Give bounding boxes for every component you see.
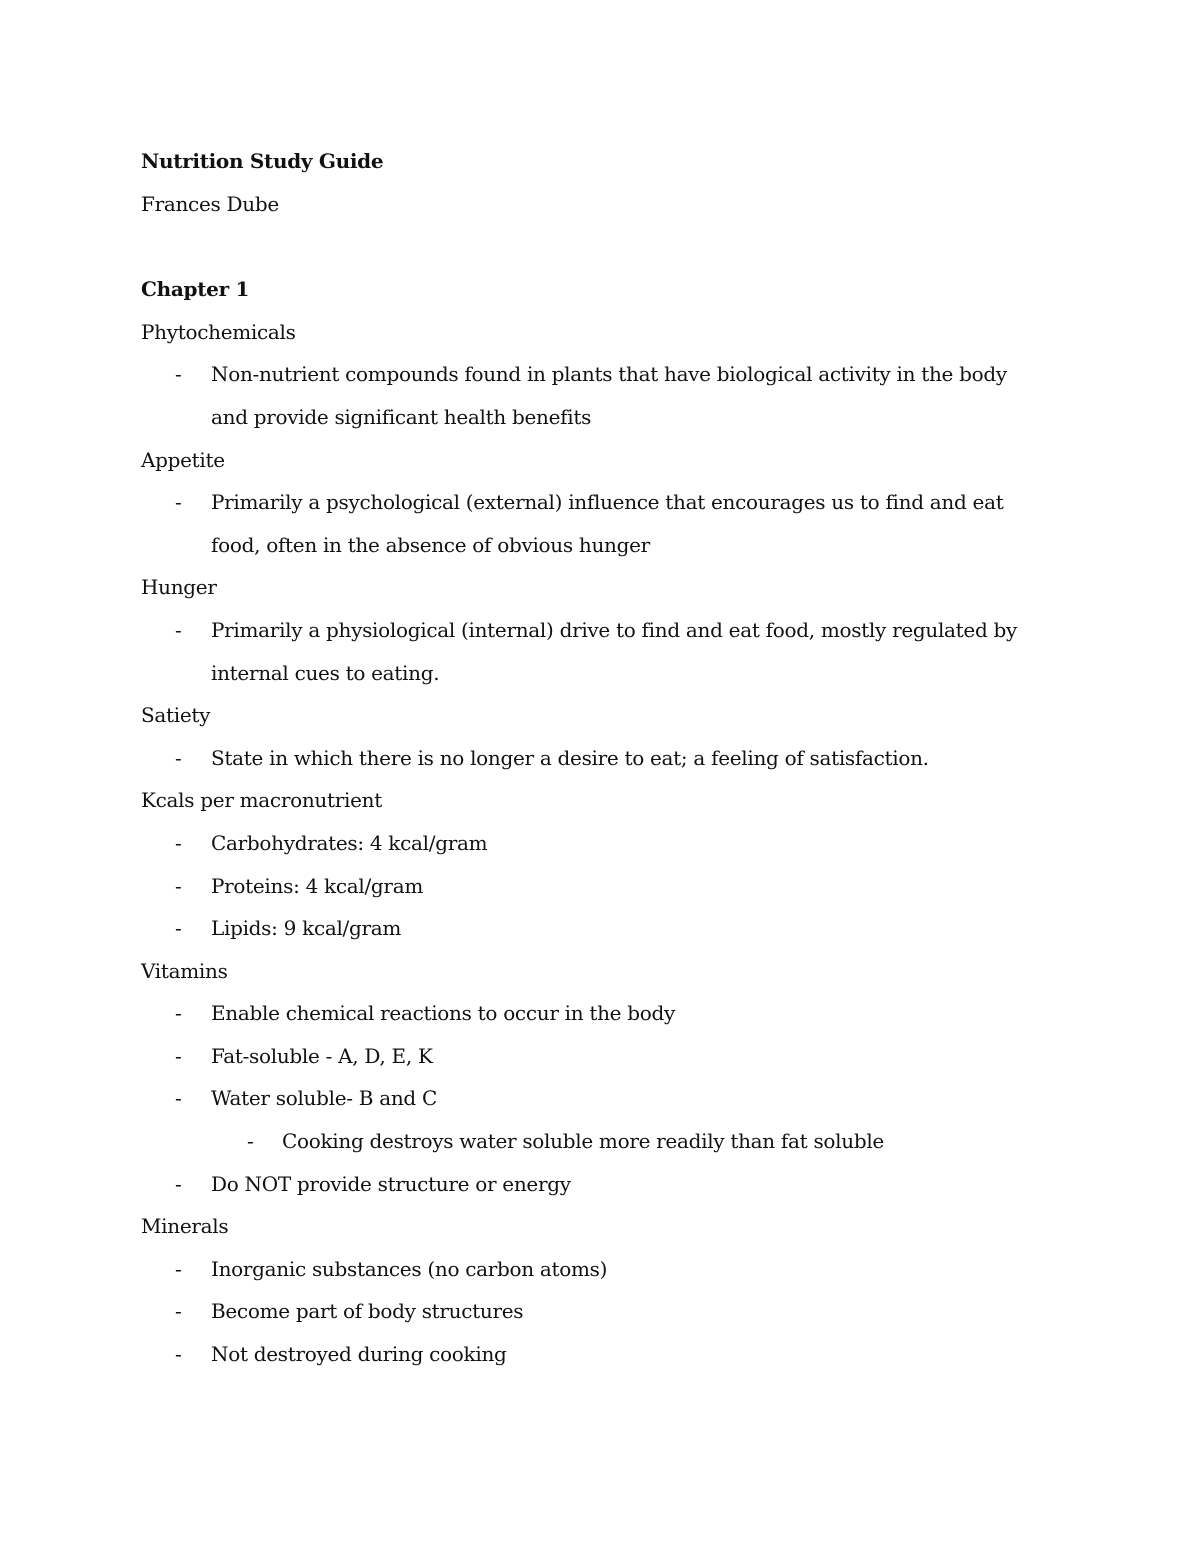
bullet-text: Enable chemical reactions to occur in the body [211, 1001, 676, 1026]
term-list [141, 311, 1061, 1376]
bullet-text: Primarily a psychological (external) influence that encourages us to find and eat food, often in the absence of obvious hunger [211, 490, 1004, 557]
sub-bullet-item [141, 1120, 1061, 1163]
bullet-text: Non-nutrient compounds found in plants that have biological activity in the body and provide significant health benefits [211, 362, 1007, 429]
bullet-dash: - [175, 1086, 182, 1111]
term-heading: Hunger [141, 575, 217, 600]
bullet-text: Primarily a physiological (internal) drive to find and eat food, mostly regulated by internal cues to eating. [211, 617, 1018, 685]
bullet-dash: - [175, 1171, 182, 1196]
bullet-dash: - [175, 745, 182, 770]
bullet-item [141, 609, 1061, 694]
bullet-item [141, 1248, 1061, 1291]
bullet-dash: - [175, 1299, 182, 1324]
bullet-item [141, 992, 1061, 1035]
blank-line [141, 225, 1061, 268]
term-heading: Satiety [141, 703, 211, 728]
bullet-text: Not destroyed during cooking [211, 1342, 507, 1367]
bullet-text: Become part of body structures [211, 1299, 524, 1324]
bullet-dash: - [175, 1001, 182, 1026]
bullet-text: Carbohydrates: 4 kcal/gram [211, 830, 488, 855]
bullet-item [141, 1290, 1061, 1333]
bullet-item [141, 1035, 1061, 1078]
bullet-text: Proteins: 4 kcal/gram [211, 873, 423, 898]
bullet-item [141, 353, 1061, 438]
term-heading: Vitamins [141, 958, 228, 983]
bullet-item [141, 737, 1061, 780]
bullet-text: Do NOT provide structure or energy [211, 1171, 571, 1196]
bullet-item [141, 1077, 1061, 1120]
bullet-text: State in which there is no longer a desire to eat; a feeling of satisfaction. [211, 745, 929, 770]
term-heading: Appetite [141, 447, 225, 472]
bullet-dash: - [175, 362, 182, 387]
document-title: Nutrition Study Guide [141, 149, 384, 173]
bullet-item [141, 822, 1061, 865]
bullet-item [141, 1163, 1061, 1206]
term-heading: Kcals per macronutrient [141, 788, 382, 813]
bullet-dash: - [175, 873, 182, 898]
bullet-dash: - [175, 490, 182, 515]
bullet-dash: - [175, 830, 182, 855]
term-heading: Phytochemicals [141, 319, 296, 344]
chapter-heading: Chapter 1 [141, 277, 250, 302]
author-name: Frances Dube [141, 191, 279, 216]
bullet-text: Inorganic substances (no carbon atoms) [211, 1256, 608, 1281]
bullet-item [141, 481, 1061, 566]
bullet-dash: - [175, 617, 182, 642]
bullet-item [141, 1333, 1061, 1376]
bullet-text: Water soluble- B and C [211, 1086, 437, 1111]
bullet-dash: - [175, 1256, 182, 1281]
bullet-text: Fat-soluble - A, D, E, K [211, 1043, 433, 1068]
bullet-item [141, 865, 1061, 908]
bullet-dash: - [175, 1342, 182, 1367]
document-body [141, 140, 1061, 1376]
bullet-dash: - [175, 1043, 182, 1068]
bullet-dash: - [247, 1129, 254, 1154]
term-heading: Minerals [141, 1214, 229, 1239]
bullet-text: Cooking destroys water soluble more readily than fat soluble [282, 1129, 884, 1154]
bullet-dash: - [175, 916, 182, 941]
bullet-item [141, 907, 1061, 950]
bullet-text: Lipids: 9 kcal/gram [211, 916, 402, 941]
